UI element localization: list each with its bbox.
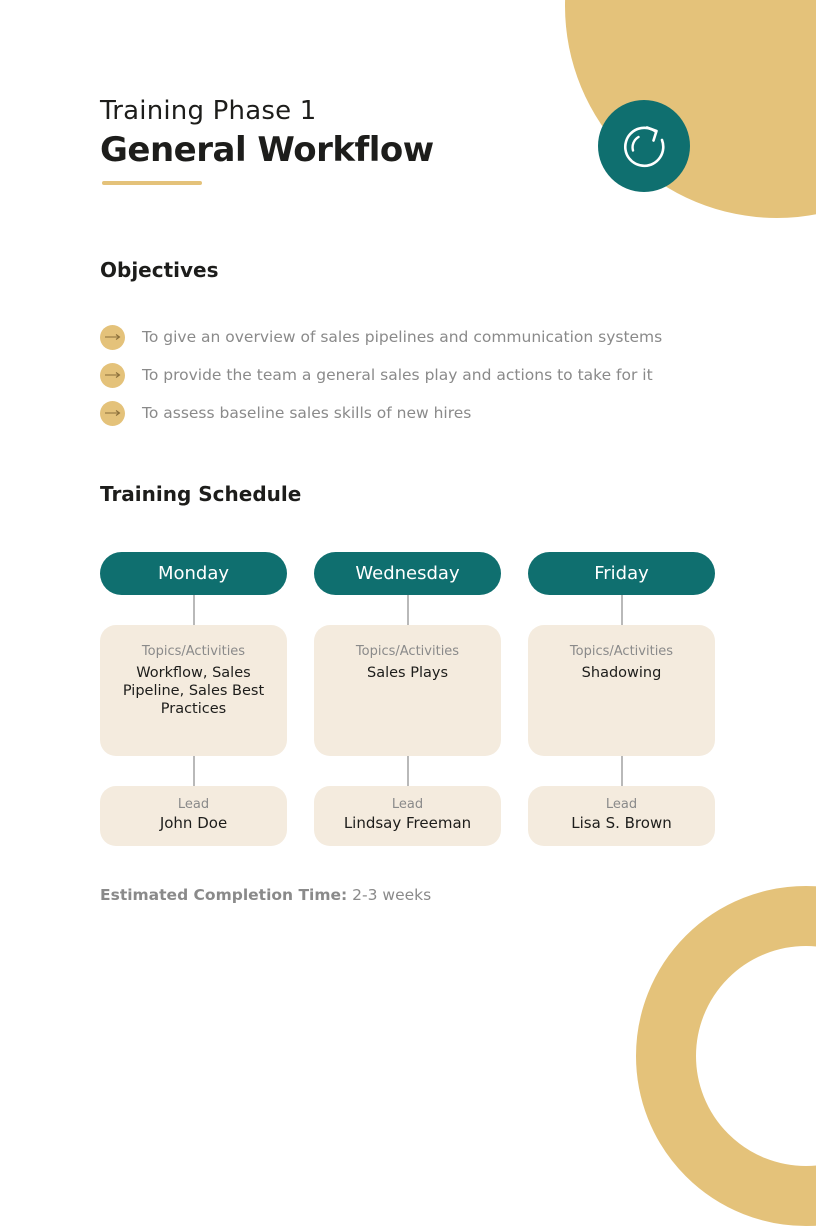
- connector-line: [621, 595, 623, 625]
- lead-value: Lisa S. Brown: [571, 814, 672, 832]
- objective-item: [100, 324, 662, 350]
- arrow-right-icon: [100, 363, 125, 388]
- schedule-column-friday: [528, 552, 715, 846]
- lead-card: [528, 786, 715, 846]
- topics-label: Topics/Activities: [355, 644, 460, 659]
- arrow-right-icon: [100, 401, 125, 426]
- arrow-right-icon: [100, 325, 125, 350]
- title-underline: [102, 181, 202, 185]
- lead-label: Lead: [177, 797, 210, 812]
- lead-label: Lead: [605, 797, 638, 812]
- page-subtitle: Training Phase 1: [100, 96, 317, 126]
- page-title: General Workflow: [100, 130, 434, 170]
- decorative-circle-top: [565, 0, 816, 218]
- objective-item: [100, 400, 471, 426]
- objective-text: To assess baseline sales skills of new hires: [142, 404, 472, 422]
- schedule-column-wednesday: [314, 552, 501, 846]
- objective-text: To give an overview of sales pipelines and communication systems: [142, 328, 663, 346]
- topics-card: [314, 625, 501, 756]
- schedule-heading: Training Schedule: [100, 482, 302, 506]
- connector-line: [621, 756, 623, 786]
- refresh-icon: [598, 100, 690, 192]
- topics-value: Sales Plays: [367, 665, 448, 681]
- lead-value: John Doe: [159, 814, 228, 832]
- decorative-ring-bottom: [636, 886, 816, 1226]
- connector-line: [407, 756, 409, 786]
- lead-card: [314, 786, 501, 846]
- topics-value: Workflow, Sales Pipeline, Sales Best Practices: [122, 665, 265, 717]
- completion-time: [100, 886, 431, 904]
- objective-text: To provide the team a general sales play and actions to take for it: [142, 366, 653, 384]
- lead-card: [100, 786, 287, 846]
- topics-card: [528, 625, 715, 756]
- topics-label: Topics/Activities: [141, 644, 246, 659]
- objectives-heading: Objectives: [100, 258, 219, 282]
- schedule-column-monday: [100, 552, 287, 846]
- topics-value: Shadowing: [581, 665, 662, 681]
- completion-label: Estimated Completion Time:: [100, 886, 348, 904]
- day-pill: Wednesday: [314, 552, 501, 595]
- connector-line: [193, 756, 195, 786]
- day-pill: Friday: [528, 552, 715, 595]
- topics-card: [100, 625, 287, 756]
- lead-label: Lead: [391, 797, 424, 812]
- day-pill: Monday: [100, 552, 287, 595]
- topics-label: Topics/Activities: [569, 644, 674, 659]
- connector-line: [193, 595, 195, 625]
- connector-line: [407, 595, 409, 625]
- lead-value: Lindsay Freeman: [343, 814, 472, 832]
- completion-value: 2-3 weeks: [352, 886, 432, 904]
- objective-item: [100, 362, 653, 388]
